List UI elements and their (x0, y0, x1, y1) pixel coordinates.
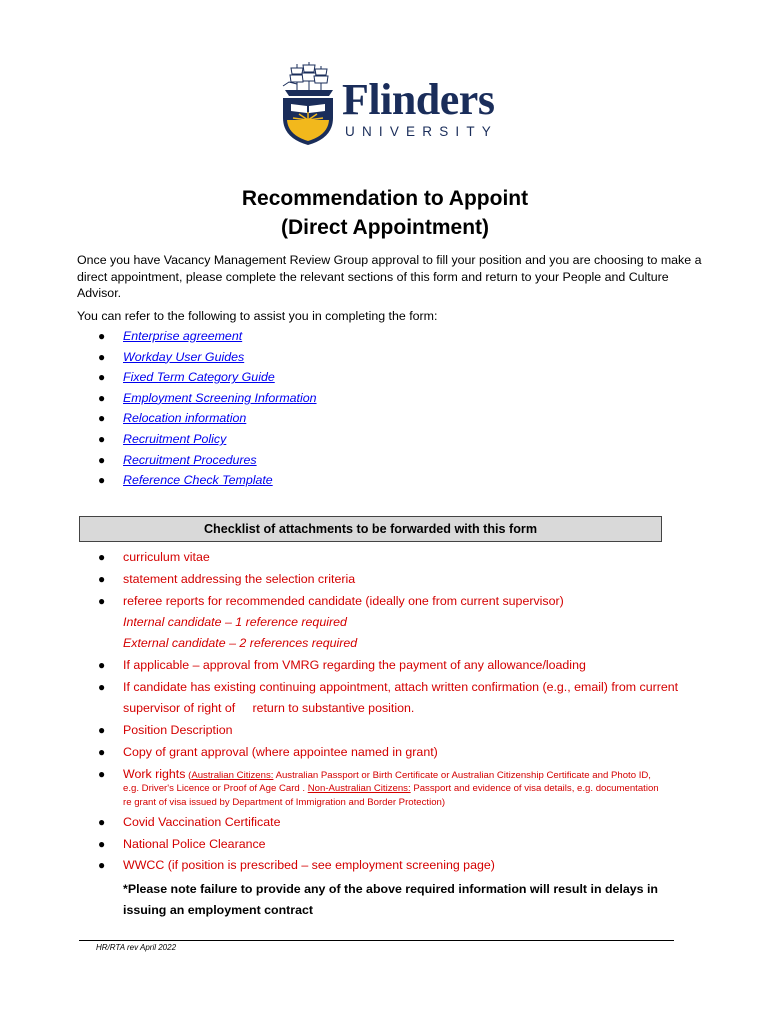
bullet-icon: ● (98, 572, 106, 586)
refer-text: You can refer to the following to assist you in completing the form: (77, 309, 438, 323)
link-enterprise-agreement[interactable]: Enterprise agreement (123, 329, 243, 343)
bullet-icon: ● (98, 452, 106, 467)
link-recruitment-policy[interactable]: Recruitment Policy (123, 431, 227, 446)
bullet-icon: ● (98, 858, 106, 872)
link-employment-screening[interactable]: Employment Screening Information (123, 390, 317, 405)
logo-subtitle: UNIVERSITY (345, 124, 499, 139)
list-item (0, 328, 770, 349)
link-workday-user-guides[interactable]: Workday User Guides (123, 349, 245, 364)
list-item (0, 431, 770, 452)
bullet-icon: ● (98, 329, 106, 343)
list-item (0, 410, 770, 431)
link-relocation-information[interactable]: Relocation information (123, 411, 247, 426)
bullet-icon: ● (98, 815, 106, 829)
checklist-header: Checklist of attachments to be forwarded with this form (79, 516, 662, 542)
bullet-icon: ● (98, 370, 106, 385)
bullet-icon: ● (98, 767, 106, 781)
bullet-icon: ● (98, 411, 106, 426)
bullet-icon: ● (98, 837, 106, 851)
required-info-note: *Please note failure to provide any of the above required information will result in delays in issuing an employment contract (123, 882, 658, 917)
page-title (0, 184, 770, 242)
footer-revision: HR/RTA rev April 2022 (96, 943, 177, 952)
logo-wordmark: Flinders (342, 75, 495, 124)
bullet-icon: ● (98, 390, 106, 405)
link-reference-check-template[interactable]: Reference Check Template (123, 473, 273, 488)
link-recruitment-procedures[interactable]: Recruitment Procedures (123, 452, 257, 467)
bullet-icon: ● (98, 349, 106, 364)
bullet-icon: ● (98, 745, 106, 759)
list-item (0, 369, 770, 390)
flinders-logo (279, 60, 519, 146)
list-item (0, 452, 770, 473)
bullet-icon: ● (98, 550, 106, 564)
list-item (0, 472, 770, 493)
intro-paragraph: Once you have Vacancy Management Review Group approval to fill your position and you are choosing to make a direct appointment, please complete the relevant sections of this form and return to your People and Culture Advisor. (77, 253, 702, 300)
bullet-icon: ● (98, 473, 106, 488)
link-fixed-term-category-guide[interactable]: Fixed Term Category Guide (123, 370, 275, 385)
footer-divider (79, 940, 674, 941)
bullet-icon: ● (98, 431, 106, 446)
bullet-icon: ● (98, 723, 106, 737)
bullet-icon: ● (98, 680, 106, 694)
list-item (0, 390, 770, 411)
list-item (0, 349, 770, 370)
title-line-2: (Direct Appointment) (280, 216, 490, 239)
bullet-icon: ● (98, 594, 106, 608)
title-line-1: Recommendation to Appoint (241, 187, 529, 210)
resource-links-list (0, 328, 770, 493)
bullet-icon: ● (98, 658, 106, 672)
university-crest-icon (279, 60, 337, 146)
